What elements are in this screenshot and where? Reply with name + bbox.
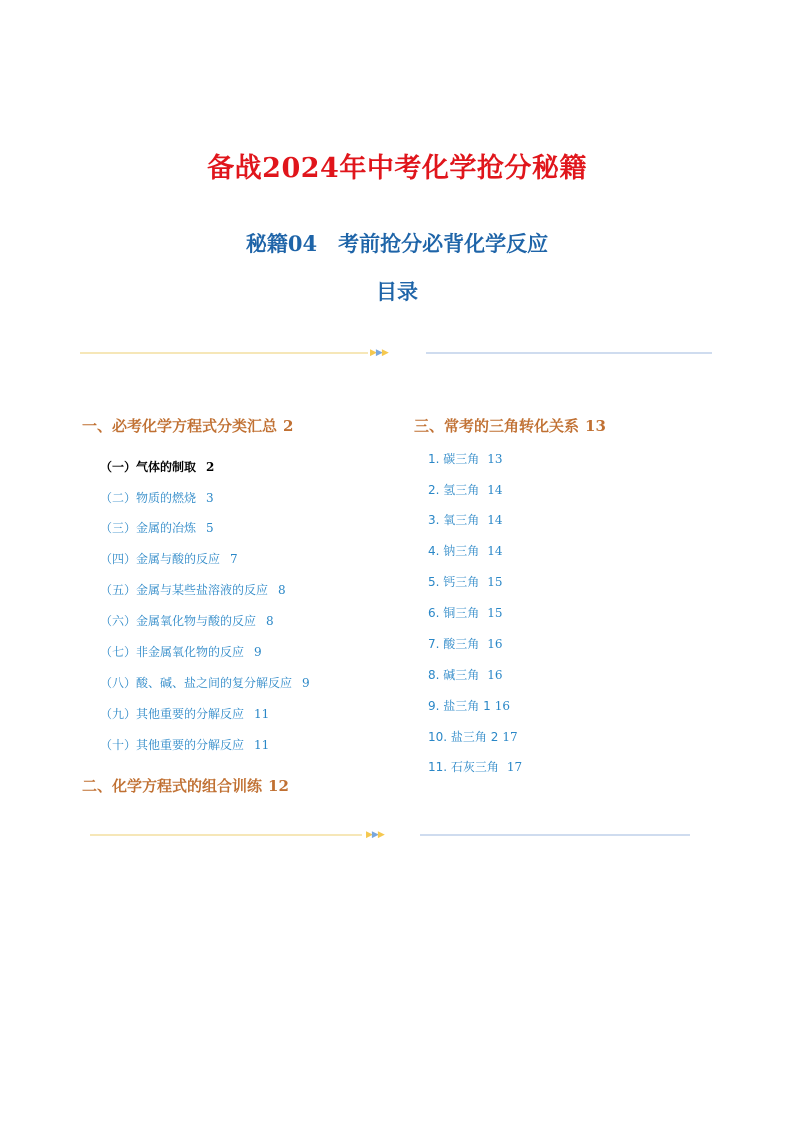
toc-item-page: 13 [487,452,503,466]
toc-item-label: 4. 钠三角 [428,544,480,558]
divider-arrows-icon: ▶▶▶ [366,830,384,840]
toc-item-label: 9. 盐三角 1 [428,699,491,713]
toc-item-page: 16 [487,668,503,682]
toc-item[interactable] [100,643,262,660]
toc-item-page: 9 [254,645,262,659]
toc-section-3-page: 13 [585,417,606,435]
toc-item-label: 8. 碱三角 [428,668,480,682]
toc-section-1[interactable] [82,415,293,436]
toc-section-2[interactable] [82,775,289,796]
toc-item[interactable] [100,674,310,691]
toc-item[interactable] [428,573,503,590]
sub-title: 秘籍04 考前抢分必背化学反应 [245,231,549,256]
toc-item-label: （二）物质的燃烧 [100,491,197,505]
toc-section-3[interactable] [414,415,606,436]
toc-item-page: 16 [487,637,503,651]
divider-line-right [420,834,690,836]
toc-item-label: （一）气体的制取 [100,460,197,474]
toc-item-page: 15 [487,606,503,620]
toc-item-label: 10. 盐三角 2 [428,730,499,744]
toc-item-label: （六）金属氧化物与酸的反应 [100,614,257,628]
toc-item-page: 5 [206,521,214,535]
toc-item-label: （十）其他重要的分解反应 [100,738,245,752]
toc-section-3-title: 三、常考的三角转化关系 [414,417,580,435]
toc-item-label: 11. 石灰三角 [428,760,499,774]
divider-line-left [80,352,368,354]
toc-item-label: 1. 碳三角 [428,452,480,466]
toc-item-label: 2. 氢三角 [428,483,480,497]
toc-heading: 目录 [376,279,418,304]
toc-item-label: 3. 氧三角 [428,513,480,527]
divider-line-right [426,352,712,354]
toc-item[interactable] [100,705,269,722]
toc-section-1-page: 2 [283,417,294,435]
toc-item-page: 7 [230,552,238,566]
toc-item-page: 17 [502,730,518,744]
toc-item[interactable] [428,635,503,652]
toc-item-label: （三）金属的冶炼 [100,521,197,535]
toc-item-label: （四）金属与酸的反应 [100,552,221,566]
toc-item-label: 5. 钙三角 [428,575,480,589]
main-title: 备战2024年中考化学抢分秘籍 [207,153,587,184]
toc-item[interactable] [428,481,503,498]
toc-item-label: 7. 酸三角 [428,637,480,651]
toc-item[interactable] [428,450,503,467]
toc-item[interactable] [100,489,214,506]
toc-item-label: 6. 铜三角 [428,606,480,620]
divider-line-left [90,834,362,836]
toc-item-label: （五）金属与某些盐溶液的反应 [100,583,269,597]
toc-section-1-title: 一、必考化学方程式分类汇总 [82,417,278,435]
toc-item-page: 14 [487,483,503,497]
toc-item-page: 14 [487,513,503,527]
toc-item-page: 8 [266,614,274,628]
toc-item[interactable] [428,604,503,621]
toc-item[interactable] [428,758,522,775]
divider-arrows-icon: ▶▶▶ [370,348,388,358]
toc-item[interactable] [100,550,238,567]
toc-item-label: （九）其他重要的分解反应 [100,707,245,721]
toc-section-2-title: 二、化学方程式的组合训练 [82,777,263,795]
toc-item-page: 11 [254,738,270,752]
toc-item[interactable] [100,736,269,753]
toc-item-page: 8 [278,583,286,597]
toc-item[interactable] [100,612,274,629]
toc-item[interactable] [100,581,286,598]
toc-item-page: 3 [206,491,214,505]
bottom-divider [90,829,690,841]
toc-item[interactable] [428,697,510,714]
toc-item-label: （八）酸、碱、盐之间的复分解反应 [100,676,293,690]
toc-item[interactable] [100,519,214,536]
toc-item[interactable] [428,542,503,559]
top-divider [80,347,712,359]
toc-item-page: 11 [254,707,270,721]
toc-item[interactable] [428,728,518,745]
toc-item-page: 2 [206,460,215,474]
toc-item-label: （七）非金属氧化物的反应 [100,645,245,659]
toc-item[interactable] [100,458,214,475]
toc-item-page: 16 [494,699,510,713]
toc-item-page: 17 [506,760,523,774]
toc-section-2-page: 12 [268,777,289,795]
toc-item-page: 15 [487,575,503,589]
toc-item-page: 14 [487,544,503,558]
toc-item[interactable] [428,511,503,528]
toc-item-page: 9 [302,676,310,690]
toc-item[interactable] [428,666,503,683]
